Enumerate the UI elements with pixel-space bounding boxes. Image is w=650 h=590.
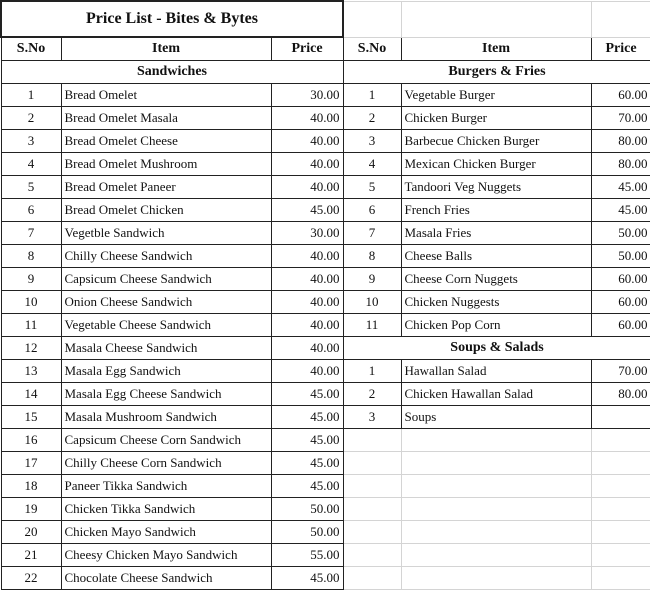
price-cell[interactable]: 45.00 xyxy=(271,567,343,590)
item-cell[interactable]: Capsicum Cheese Corn Sandwich xyxy=(61,429,271,452)
price-cell[interactable]: 45.00 xyxy=(271,383,343,406)
sno-cell[interactable]: 16 xyxy=(1,429,61,452)
sno-cell[interactable]: 1 xyxy=(1,84,61,107)
table-row xyxy=(1,383,650,406)
price-cell[interactable]: 50.00 xyxy=(591,245,650,268)
table-row xyxy=(1,360,650,383)
empty-cell[interactable] xyxy=(591,475,650,498)
sno-cell[interactable]: 11 xyxy=(1,314,61,337)
empty-cell[interactable] xyxy=(591,452,650,475)
table-row xyxy=(1,153,650,176)
section-sandwiches[interactable]: Sandwiches xyxy=(1,61,343,84)
item-cell[interactable]: Chicken Burger xyxy=(401,107,591,130)
sno-cell[interactable]: 22 xyxy=(1,567,61,590)
table-row xyxy=(1,314,650,337)
item-cell[interactable]: Cheese Corn Nuggets xyxy=(401,268,591,291)
sno-cell[interactable]: 18 xyxy=(1,475,61,498)
empty-cell[interactable] xyxy=(343,544,401,567)
price-cell[interactable]: 40.00 xyxy=(271,291,343,314)
sno-cell[interactable]: 5 xyxy=(343,176,401,199)
empty-cell[interactable] xyxy=(401,429,591,452)
item-cell[interactable]: Masala Cheese Sandwich xyxy=(61,337,271,360)
item-cell[interactable]: Bread Omelet Paneer xyxy=(61,176,271,199)
table-row xyxy=(1,498,650,521)
item-cell[interactable]: Bread Omelet Masala xyxy=(61,107,271,130)
price-cell[interactable]: 40.00 xyxy=(271,314,343,337)
empty-cell[interactable] xyxy=(401,567,591,590)
sno-cell[interactable]: 11 xyxy=(343,314,401,337)
table-row xyxy=(1,199,650,222)
table-row xyxy=(1,176,650,199)
item-cell[interactable]: Chicken Hawallan Salad xyxy=(401,383,591,406)
table-row xyxy=(1,452,650,475)
sno-cell[interactable]: 8 xyxy=(1,245,61,268)
item-cell[interactable]: French Fries xyxy=(401,199,591,222)
price-cell[interactable]: 55.00 xyxy=(271,544,343,567)
sno-cell[interactable]: 2 xyxy=(1,107,61,130)
table-row xyxy=(1,291,650,314)
item-cell[interactable]: Onion Cheese Sandwich xyxy=(61,291,271,314)
table-row xyxy=(1,268,650,291)
item-cell[interactable]: Chocolate Cheese Sandwich xyxy=(61,567,271,590)
item-cell[interactable]: Bread Omelet Mushroom xyxy=(61,153,271,176)
item-cell[interactable]: Mexican Chicken Burger xyxy=(401,153,591,176)
item-cell[interactable]: Chilly Cheese Corn Sandwich xyxy=(61,452,271,475)
price-cell[interactable]: 45.00 xyxy=(271,406,343,429)
empty-cell[interactable] xyxy=(591,567,650,590)
price-cell[interactable]: 45.00 xyxy=(271,452,343,475)
table-row xyxy=(1,521,650,544)
header-sno[interactable]: S.No xyxy=(1,37,61,61)
item-cell[interactable]: Masala Egg Cheese Sandwich xyxy=(61,383,271,406)
price-cell[interactable]: 80.00 xyxy=(591,153,650,176)
sno-cell[interactable]: 10 xyxy=(1,291,61,314)
empty-cell[interactable] xyxy=(591,498,650,521)
table-row xyxy=(1,107,650,130)
price-cell[interactable]: 30.00 xyxy=(271,84,343,107)
sno-cell[interactable]: 19 xyxy=(1,498,61,521)
header-item-right[interactable]: Item xyxy=(401,37,591,61)
empty-cell[interactable] xyxy=(401,544,591,567)
item-cell[interactable]: Soups xyxy=(401,406,591,429)
item-cell[interactable]: Capsicum Cheese Sandwich xyxy=(61,268,271,291)
empty-cell[interactable] xyxy=(591,544,650,567)
sno-cell[interactable]: 6 xyxy=(343,199,401,222)
section-soups-salads[interactable]: Soups & Salads xyxy=(343,337,650,360)
price-cell[interactable]: 40.00 xyxy=(271,153,343,176)
item-cell[interactable]: Chilly Cheese Sandwich xyxy=(61,245,271,268)
price-cell[interactable]: 40.00 xyxy=(271,130,343,153)
price-cell[interactable]: 60.00 xyxy=(591,314,650,337)
sno-cell[interactable]: 8 xyxy=(343,245,401,268)
price-cell[interactable]: 40.00 xyxy=(271,245,343,268)
price-cell[interactable]: 40.00 xyxy=(271,337,343,360)
price-cell[interactable]: 45.00 xyxy=(271,429,343,452)
empty-cell[interactable] xyxy=(343,521,401,544)
price-cell[interactable]: 70.00 xyxy=(591,107,650,130)
item-cell[interactable]: Masala Mushroom Sandwich xyxy=(61,406,271,429)
sno-cell[interactable]: 5 xyxy=(1,176,61,199)
header-price[interactable]: Price xyxy=(271,37,343,61)
table-row xyxy=(1,567,650,590)
header-item[interactable]: Item xyxy=(61,37,271,61)
empty-cell[interactable] xyxy=(343,429,401,452)
price-cell[interactable]: 45.00 xyxy=(591,199,650,222)
sno-cell[interactable]: 3 xyxy=(343,406,401,429)
title-row xyxy=(1,1,650,37)
price-cell[interactable] xyxy=(591,406,650,429)
header-sno-right[interactable]: S.No xyxy=(343,37,401,61)
sno-cell[interactable]: 12 xyxy=(1,337,61,360)
item-cell[interactable]: Vegetable Burger xyxy=(401,84,591,107)
table-row xyxy=(1,222,650,245)
price-cell[interactable]: 60.00 xyxy=(591,291,650,314)
price-cell[interactable]: 40.00 xyxy=(271,268,343,291)
item-cell[interactable]: Vegetable Cheese Sandwich xyxy=(61,314,271,337)
empty-cell[interactable] xyxy=(591,521,650,544)
table-row xyxy=(1,429,650,452)
table-row xyxy=(1,544,650,567)
empty-cell[interactable] xyxy=(591,1,650,37)
price-cell[interactable]: 45.00 xyxy=(591,176,650,199)
sno-cell[interactable]: 3 xyxy=(343,130,401,153)
sno-cell[interactable]: 15 xyxy=(1,406,61,429)
item-cell[interactable]: Barbecue Chicken Burger xyxy=(401,130,591,153)
item-cell[interactable]: Cheesy Chicken Mayo Sandwich xyxy=(61,544,271,567)
price-cell[interactable]: 50.00 xyxy=(591,222,650,245)
item-cell[interactable]: Bread Omelet Cheese xyxy=(61,130,271,153)
empty-cell[interactable] xyxy=(343,567,401,590)
price-cell[interactable]: 60.00 xyxy=(591,84,650,107)
sno-cell[interactable]: 7 xyxy=(343,222,401,245)
sno-cell[interactable]: 17 xyxy=(1,452,61,475)
price-cell[interactable]: 40.00 xyxy=(271,107,343,130)
price-cell[interactable]: 50.00 xyxy=(271,521,343,544)
section-burgers-fries[interactable]: Burgers & Fries xyxy=(343,61,650,84)
item-cell[interactable]: Cheese Balls xyxy=(401,245,591,268)
price-cell[interactable]: 80.00 xyxy=(591,383,650,406)
sno-cell[interactable]: 20 xyxy=(1,521,61,544)
sno-cell[interactable]: 10 xyxy=(343,291,401,314)
table-row xyxy=(1,337,650,360)
table-row xyxy=(1,406,650,429)
price-cell[interactable]: 50.00 xyxy=(271,498,343,521)
table-row xyxy=(1,130,650,153)
item-cell[interactable]: Masala Fries xyxy=(401,222,591,245)
empty-cell[interactable] xyxy=(401,498,591,521)
sno-cell[interactable]: 13 xyxy=(1,360,61,383)
header-row xyxy=(1,37,650,61)
sheet-title[interactable]: Price List - Bites & Bytes xyxy=(1,1,343,37)
table-row xyxy=(1,245,650,268)
empty-cell[interactable] xyxy=(401,1,591,37)
price-cell[interactable]: 45.00 xyxy=(271,199,343,222)
item-cell[interactable]: Bread Omelet Chicken xyxy=(61,199,271,222)
price-cell[interactable]: 30.00 xyxy=(271,222,343,245)
empty-cell[interactable] xyxy=(401,475,591,498)
price-cell[interactable]: 40.00 xyxy=(271,176,343,199)
empty-cell[interactable] xyxy=(401,521,591,544)
price-cell[interactable]: 80.00 xyxy=(591,130,650,153)
empty-cell[interactable] xyxy=(343,498,401,521)
sno-cell[interactable]: 2 xyxy=(343,107,401,130)
sno-cell[interactable]: 4 xyxy=(1,153,61,176)
sno-cell[interactable]: 6 xyxy=(1,199,61,222)
empty-cell[interactable] xyxy=(343,1,401,37)
price-cell[interactable]: 60.00 xyxy=(591,268,650,291)
empty-cell[interactable] xyxy=(401,452,591,475)
item-cell[interactable]: Paneer Tikka Sandwich xyxy=(61,475,271,498)
price-cell[interactable]: 40.00 xyxy=(271,360,343,383)
header-price-right[interactable]: Price xyxy=(591,37,650,61)
sno-cell[interactable]: 1 xyxy=(343,360,401,383)
item-cell[interactable]: Chicken Pop Corn xyxy=(401,314,591,337)
price-cell[interactable]: 70.00 xyxy=(591,360,650,383)
sno-cell[interactable]: 1 xyxy=(343,84,401,107)
item-cell[interactable]: Bread Omelet xyxy=(61,84,271,107)
sno-cell[interactable]: 14 xyxy=(1,383,61,406)
item-cell[interactable]: Masala Egg Sandwich xyxy=(61,360,271,383)
sno-cell[interactable]: 2 xyxy=(343,383,401,406)
empty-cell[interactable] xyxy=(343,475,401,498)
sno-cell[interactable]: 9 xyxy=(1,268,61,291)
sno-cell[interactable]: 4 xyxy=(343,153,401,176)
sno-cell[interactable]: 9 xyxy=(343,268,401,291)
empty-cell[interactable] xyxy=(591,429,650,452)
sno-cell[interactable]: 3 xyxy=(1,130,61,153)
item-cell[interactable]: Chicken Nuggests xyxy=(401,291,591,314)
sno-cell[interactable]: 7 xyxy=(1,222,61,245)
section-row xyxy=(1,61,650,84)
table-row xyxy=(1,475,650,498)
price-cell[interactable]: 45.00 xyxy=(271,475,343,498)
table-row xyxy=(1,84,650,107)
empty-cell[interactable] xyxy=(343,452,401,475)
sno-cell[interactable]: 21 xyxy=(1,544,61,567)
item-cell[interactable]: Hawallan Salad xyxy=(401,360,591,383)
item-cell[interactable]: Tandoori Veg Nuggets xyxy=(401,176,591,199)
item-cell[interactable]: Chicken Mayo Sandwich xyxy=(61,521,271,544)
item-cell[interactable]: Chicken Tikka Sandwich xyxy=(61,498,271,521)
item-cell[interactable]: Vegetble Sandwich xyxy=(61,222,271,245)
